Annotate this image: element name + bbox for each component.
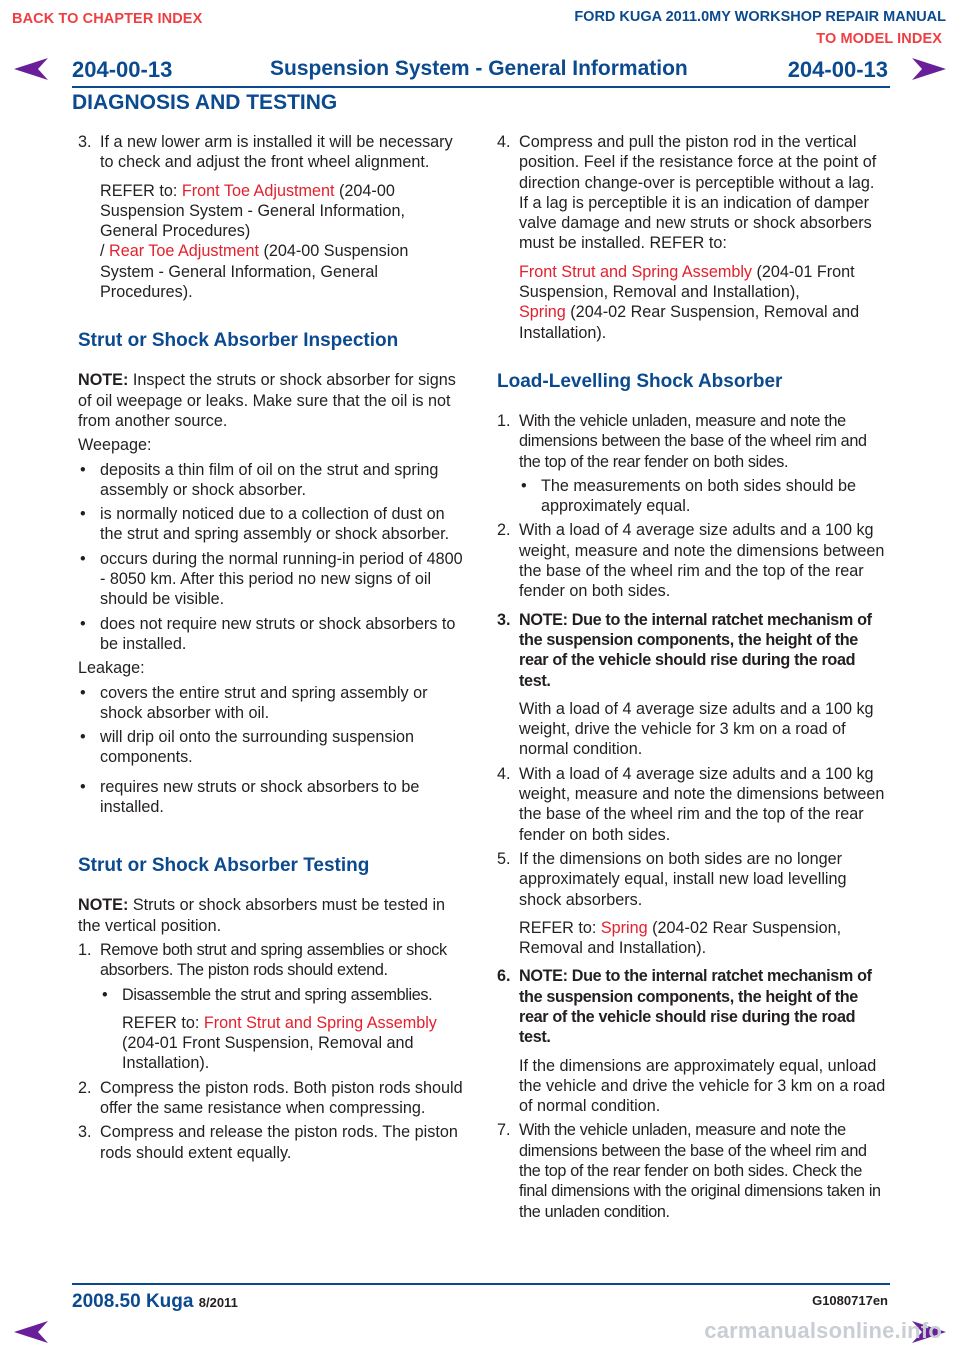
front-toe-adjustment-link[interactable]: Front Toe Adjustment: [181, 181, 335, 200]
refer-block: REFER to: Front Strut and Spring Assembly (204-01 Front Suspension, Removal and Installation).: [122, 1013, 437, 1073]
refer-block: / Rear Toe Adjustment (204-00 Suspension System - General Information, General Procedures).: [100, 242, 409, 302]
back-to-chapter-index-link[interactable]: BACK TO CHAPTER INDEX: [12, 11, 203, 27]
note: NOTE: Struts or shock absorbers must be tested in the vertical position.: [78, 896, 446, 935]
list-item: 4. Compress and pull the piston rod in the vertical position. Feel if the resistance force at the point of direction change-over is perceptible without a lag. If a lag is perceptible it is an indication of damper valve damage and new struts or shock absorbers must be installed. REFER to:: [497, 133, 877, 253]
arrow-left-icon[interactable]: [14, 58, 48, 80]
load-levelling-heading: Load-Levelling Shock Absorber: [497, 370, 783, 392]
footer-divider: [72, 1283, 890, 1285]
list-item: 6. NOTE: Due to the internal ratchet mechanism of the suspension components, the height of the rear of the vehicle should rise during the road test.: [497, 967, 872, 1047]
list-item: • The measurements on both sides should be approximately equal.: [521, 476, 856, 516]
list-item: 5. If the dimensions on both sides are no longer approximately equal, install new load levelling shock absorbers.: [497, 849, 847, 909]
inspection-heading: Strut or Shock Absorber Inspection: [78, 330, 399, 352]
header-divider: [72, 86, 890, 88]
manual-title: FORD KUGA 2011.0MY WORKSHOP REPAIR MANUAL: [574, 9, 946, 25]
right-column: [497, 132, 887, 1222]
list-item: • Disassemble the strut and spring assemblies.: [102, 985, 433, 1004]
list-item: 2. Compress the piston rods. Both piston rods should offer the same resistance when compressing.: [78, 1078, 463, 1117]
front-strut-spring-assembly-link[interactable]: Front Strut and Spring Assembly: [519, 262, 753, 281]
list-item: 4. With a load of 4 average size adults and a 100 kg weight, measure and note the dimensions between the base of the wheel rim and the top of the rear fender on both sides.: [497, 764, 885, 844]
step-text: If the dimensions are approximately equal, unload the vehicle and drive the vehicle for 3 km on a road of normal condition.: [519, 1056, 886, 1116]
list-item: 7. With the vehicle unladen, measure and note the dimensions between the base of the wheel rim and the top of the rear fender on both sides. Check the final dimensions with the original dimensions taken in the unladen condition.: [497, 1121, 881, 1221]
list-item: • deposits a thin film of oil on the strut and spring assembly or shock absorber.: [80, 460, 439, 499]
to-model-index-link[interactable]: TO MODEL INDEX: [816, 31, 942, 47]
list-item: • is normally noticed due to a collection of dust on the strut and spring assembly or shock absorber.: [80, 505, 450, 544]
list-item: • does not require new struts or shock absorbers to be installed.: [80, 614, 456, 653]
list-item: • covers the entire strut and spring assembly or shock absorber with oil.: [80, 683, 428, 722]
list-item: • will drip oil onto the surrounding suspension components.: [80, 728, 415, 767]
list-item: 3. NOTE: Due to the internal ratchet mechanism of the suspension components, the height of the rear of the vehicle should rise during the road test.: [497, 610, 872, 690]
leakage-label: Leakage:: [78, 659, 145, 678]
refer-block: REFER to: Spring (204-02 Rear Suspension, Removal and Installation).: [519, 918, 842, 958]
weepage-label: Weepage:: [78, 436, 152, 455]
refer-block: Spring (204-02 Rear Suspension, Removal and Installation).: [519, 303, 860, 342]
spring-link[interactable]: Spring: [519, 303, 566, 322]
spring-link[interactable]: Spring: [600, 918, 648, 937]
note: NOTE: Inspect the struts or shock absorber for signs of oil weepage or leaks. Make sure that the oil is not from another source.: [78, 371, 456, 430]
footer-model: 2008.50 Kuga 8/2011: [72, 1291, 238, 1312]
page-title: Suspension System - General Information: [270, 57, 688, 80]
front-strut-spring-assembly-link[interactable]: Front Strut and Spring Assembly: [203, 1013, 437, 1032]
arrow-right-icon[interactable]: [912, 58, 946, 80]
testing-heading: Strut or Shock Absorber Testing: [78, 855, 370, 877]
list-item: 1. Remove both strut and spring assemblies or shock absorbers. The piston rods should extend.: [78, 940, 447, 980]
section-heading: DIAGNOSIS AND TESTING: [72, 91, 338, 114]
list-item: 1. With the vehicle unladen, measure and note the dimensions between the base of the wheel rim and the top of the rear fender on both sides.: [497, 411, 867, 471]
refer-block: REFER to: Front Toe Adjustment (204-00 Suspension System - General Information, General Procedures): [100, 181, 406, 241]
refer-block: Front Strut and Spring Assembly (204-01 Front Suspension, Removal and Installation),: [519, 262, 855, 302]
watermark: carmanualsonline.info: [704, 1318, 942, 1343]
list-item: • requires new struts or shock absorbers to be installed.: [80, 777, 420, 817]
page-number-right: 204-00-13: [787, 57, 888, 82]
page-number-left: 204-00-13: [72, 57, 173, 82]
list-item: 2. With a load of 4 average size adults and a 100 kg weight, measure and note the dimensions between the base of the wheel rim and the top of the rear fender on both sides.: [497, 521, 885, 601]
left-column: [78, 132, 466, 1163]
list-item: • occurs during the normal running-in period of 4800 - 8050 km. After this period no new signs of oil should be visible.: [80, 549, 463, 609]
step-text: With a load of 4 average size adults and a 100 kg weight, drive the vehicle for 3 km on a road of normal condition.: [519, 699, 874, 759]
list-item: 3. Compress and release the piston rods. The piston rods should extent equally.: [78, 1123, 458, 1162]
rear-toe-adjustment-link[interactable]: Rear Toe Adjustment: [109, 242, 259, 261]
list-item: 3. If a new lower arm is installed it will be necessary to check and adjust the front wheel alignment.: [78, 133, 453, 172]
document-code: G1080717en: [812, 1293, 888, 1308]
arrow-left-icon[interactable]: [14, 1321, 48, 1343]
